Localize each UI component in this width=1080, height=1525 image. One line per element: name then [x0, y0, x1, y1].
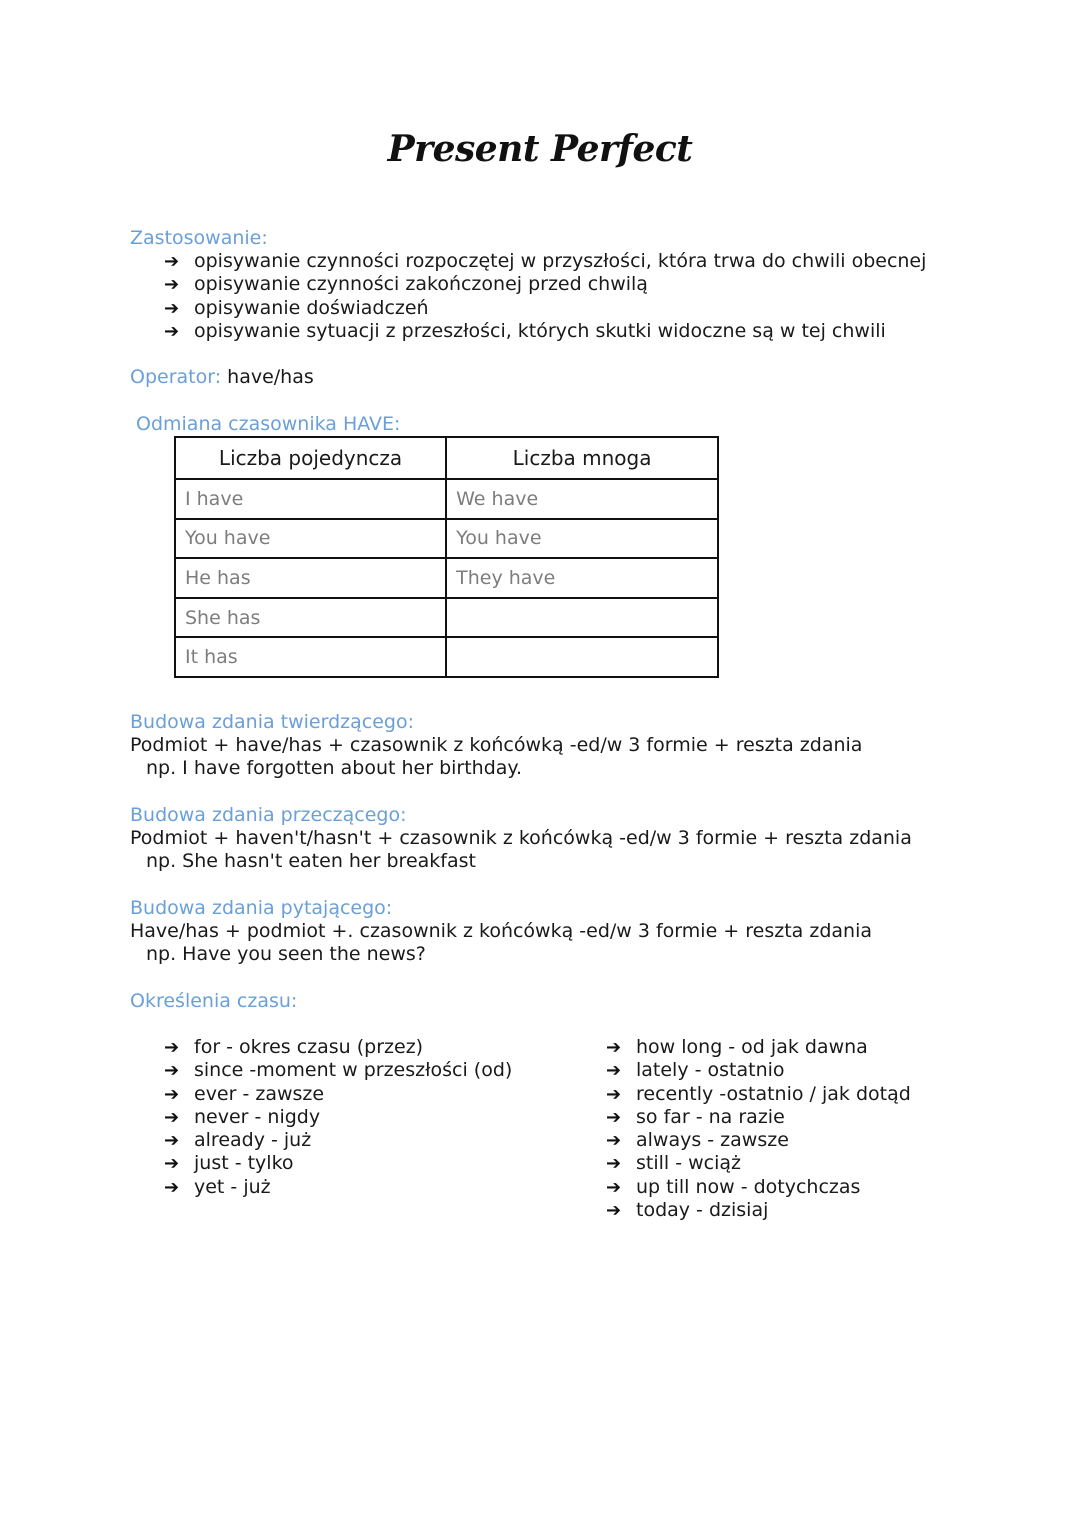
list-item: ➔ still - wciąż: [606, 1152, 742, 1175]
arrow-right-icon: ➔: [164, 297, 180, 319]
question-example: np. Have you seen the news?: [146, 943, 426, 965]
arrow-right-icon: ➔: [164, 1083, 180, 1105]
question-formula: Have/has + podmiot +. czasownik z końcówką -ed/w 3 formie + reszta zdania: [130, 920, 872, 942]
table-cell: I have: [175, 479, 446, 519]
arrow-right-icon: ➔: [164, 1176, 180, 1198]
table-cell: [446, 637, 718, 677]
arrow-right-icon: ➔: [606, 1060, 622, 1082]
list-item: ➔ how long - od jak dawna: [606, 1036, 868, 1058]
arrow-right-icon: ➔: [606, 1083, 622, 1105]
list-item: ➔ opisywanie sytuacji z przeszłości, których skutki widoczne są w tej chwili: [164, 319, 886, 342]
arrow-right-icon: ➔: [606, 1153, 622, 1175]
table-row: [175, 598, 718, 638]
column-header-singular: Liczba pojedyncza: [175, 437, 446, 479]
affirmative-heading: Budowa zdania twierdzącego:: [130, 711, 414, 733]
list-item: ➔ lately - ostatnio: [606, 1059, 785, 1082]
arrow-right-icon: ➔: [606, 1200, 622, 1222]
list-item: ➔ opisywanie doświadczeń: [164, 296, 429, 319]
table-cell: We have: [446, 479, 718, 519]
time-expressions-right-list: [606, 1036, 911, 1222]
arrow-right-icon: ➔: [164, 1037, 180, 1058]
list-item: ➔ already - już: [164, 1129, 312, 1152]
table-cell: You have: [446, 519, 718, 559]
affirmative-formula: Podmiot + have/has + czasownik z końcówką -ed/w 3 formie + reszta zdania: [130, 734, 863, 756]
list-item: ➔ yet - już: [164, 1175, 271, 1198]
arrow-right-icon: ➔: [606, 1106, 622, 1128]
arrow-right-icon: ➔: [606, 1176, 622, 1198]
list-item: ➔ never - nigdy: [164, 1105, 321, 1128]
time-expressions-left-list: [164, 1036, 512, 1199]
list-item: ➔ always - zawsze: [606, 1129, 789, 1152]
operator-value: have/has: [221, 366, 314, 388]
list-item: ➔ ever - zawsze: [164, 1082, 325, 1105]
table-cell: They have: [446, 558, 718, 598]
arrow-right-icon: ➔: [164, 320, 180, 342]
list-item: ➔ opisywanie czynności zakończonej przed chwilą: [164, 273, 648, 296]
arrow-right-icon: ➔: [164, 1130, 180, 1152]
affirmative-example: np. I have forgotten about her birthday.: [146, 757, 522, 779]
question-heading: Budowa zdania pytającego:: [130, 897, 393, 919]
arrow-right-icon: ➔: [606, 1130, 622, 1152]
list-item: ➔ since -moment w przeszłości (od): [164, 1059, 513, 1082]
table-row: [175, 479, 718, 519]
list-item: ➔ up till now - dotychczas: [606, 1175, 861, 1198]
negative-heading: Budowa zdania przeczącego:: [130, 804, 407, 826]
list-item: ➔ for - okres czasu (przez): [164, 1036, 424, 1058]
column-header-plural: Liczba mnoga: [446, 437, 718, 479]
table-row: [175, 519, 718, 559]
table-cell: It has: [175, 637, 446, 677]
list-item: ➔ just - tylko: [164, 1152, 294, 1175]
table-cell: He has: [175, 558, 446, 598]
conjugation-table: [174, 436, 719, 678]
table-cell: [446, 598, 718, 638]
table-row: [175, 558, 718, 598]
arrow-right-icon: ➔: [164, 1153, 180, 1175]
time-expressions-heading: Określenia czasu:: [130, 990, 298, 1012]
list-item: ➔ so far - na razie: [606, 1105, 785, 1128]
operator-line: [130, 366, 314, 388]
usage-list: [164, 250, 926, 343]
arrow-right-icon: ➔: [164, 1106, 180, 1128]
arrow-right-icon: ➔: [164, 251, 180, 272]
usage-heading: Zastosowanie:: [130, 227, 268, 249]
arrow-right-icon: ➔: [164, 1060, 180, 1082]
list-item: ➔ recently -ostatnio / jak dotąd: [606, 1082, 911, 1105]
table-cell: You have: [175, 519, 446, 559]
table-row: [175, 637, 718, 677]
table-header-row: [175, 437, 718, 479]
arrow-right-icon: ➔: [164, 274, 180, 296]
list-item: ➔ opisywanie czynności rozpoczętej w przyszłości, która trwa do chwili obecnej: [164, 250, 927, 272]
list-item: ➔ today - dzisiaj: [606, 1199, 769, 1222]
negative-formula: Podmiot + haven't/hasn't + czasownik z końcówką -ed/w 3 formie + reszta zdania: [130, 827, 912, 849]
table-cell: She has: [175, 598, 446, 638]
negative-example: np. She hasn't eaten her breakfast: [146, 850, 476, 872]
conjugation-heading: Odmiana czasownika HAVE:: [136, 413, 401, 435]
arrow-right-icon: ➔: [606, 1037, 622, 1058]
operator-label: Operator:: [130, 366, 222, 388]
page-title: Present Perfect: [387, 128, 693, 170]
